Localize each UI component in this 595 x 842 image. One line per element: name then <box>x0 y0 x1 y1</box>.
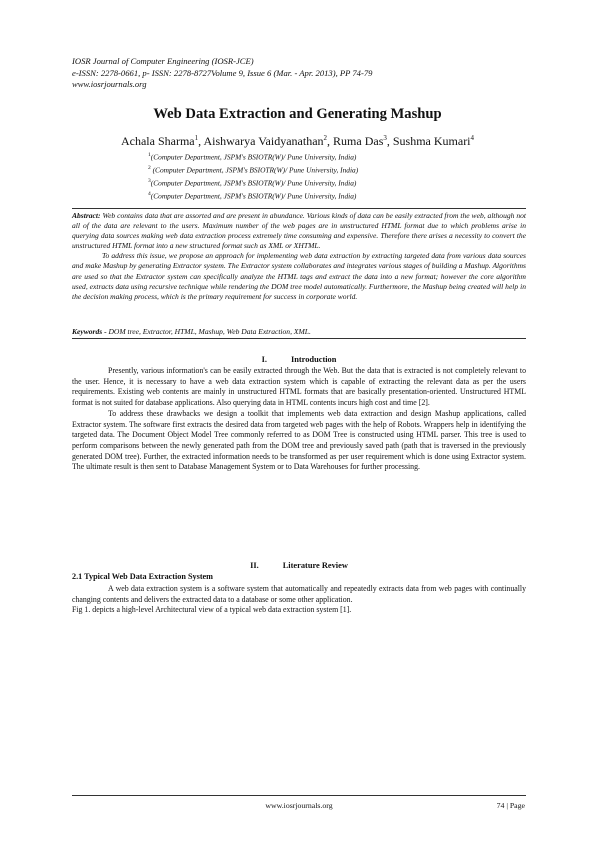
keywords <box>72 327 526 336</box>
body-paragraph: Fig 1. depicts a high-level Architectural view of a typical web data extraction system [1]. <box>72 605 352 615</box>
body-paragraph: A web data extraction system is a software system that automatically and repeatedly extracts data from web pages with continually changing contents and delivers the extracted data to a database or some other application. <box>72 584 526 604</box>
introduction-body <box>72 366 526 473</box>
abstract-bottom-rule <box>72 338 526 339</box>
affiliation: $^3$(Computer Department, JSPM's BSIOTR(W)/ Pune University, India) <box>148 178 357 188</box>
author: Achala Sharma$^1$, <box>120 134 204 148</box>
section-heading-introduction: I. Introduction <box>261 355 337 364</box>
affiliation: $^4$(Computer Department, JSPM's BSIOTR(W)/ Pune University, India) <box>148 191 357 201</box>
journal-name: IOSR Journal of Computer Engineering (IOSR-JCE) <box>72 56 254 66</box>
subsection-heading: 2.1 Typical Web Data Extraction System <box>72 572 214 581</box>
keywords-label: Keywords - <box>72 327 109 336</box>
author-list <box>40 134 555 149</box>
affiliation: $^1$(Computer Department, JSPM's BSIOTR(W)/ Pune University, India) <box>148 152 357 162</box>
paper-title: Web Data Extraction and Generating Mashup <box>153 106 442 122</box>
author: Sushma Kumari$^4$ <box>392 134 475 148</box>
abstract-label: Abstract: <box>72 211 101 220</box>
page-number: 74 | Page <box>496 801 525 810</box>
body-paragraph: Presently, various information's can be easily extracted through the Web. But the data that is extracted is not completely relevant to the user. Hence, it is necessary to have a web data extraction system which is capable of extracting the relevant data as per the users requirements. Existing web contents are mainly in unstructured HTML formats that are basically presentation-oriented. Unstructured HTML format is not suited for database applications. Also querying data in HTML contents incurs high cost and time [2]. <box>72 366 526 408</box>
journal-header <box>72 56 372 91</box>
literature-body <box>72 584 526 616</box>
journal-issn: e-ISSN: 2278-0661, p- ISSN: 2278-8727Volume 9, Issue 6 (Mar. - Apr. 2013), PP 74-79 <box>72 67 373 78</box>
footer-rule <box>72 795 526 796</box>
footer-url[interactable]: www.iosrjournals.org <box>265 801 333 810</box>
abstract-paragraph: To address this issue, we propose an approach for implementing web data extraction by extracting targeted data from various data sources and make Mashup by generating Extractor system. The Extractor system collaborates and integrates various stages of building a Mashup. Algorithms are used so that the Extractor system can specifically analyze the HTML tags and extract the data into a new format; however the core algorithm used, extracts data using recursive technique while rendering the DOM tree model automatically. Furthermore, the Mashup being created will help in the decision making process, which is the primary requirement for success in corporate world. <box>72 251 526 301</box>
section-heading-literature-review: II. Literature Review <box>250 561 348 570</box>
author: Ruma Das$^3$, <box>333 134 393 148</box>
abstract-top-rule <box>72 208 526 209</box>
affiliation: $^2$ (Computer Department, JSPM's BSIOTR(W)/ Pune University, India) <box>148 165 359 175</box>
author: Aishwarya Vaidyanathan$^2$, <box>203 134 334 148</box>
abstract-paragraph: Web contains data that are assorted and are present in abundance. Various kinds of data can be easily extracted from the web, although not all of the data are relevant to the users. Maximum number of the web pages are in unstructured HTML format due to which problems arise in querying data sources making web data extraction process extremely time consuming and expensive. Therefore there arises a necessity to convert the unstructured HTML format into a new structured format such as XML or XHTML. <box>72 211 526 251</box>
body-paragraph: To address these drawbacks we design a toolkit that implements web data extraction and design Mashup applications, called Extractor system. The software first extracts the desired data from targeted web pages with the help of Robots. Wrappers help in identifying the targeted data. The Document Object Model Tree commonly referred to as DOM Tree is constructed using HTML parser. This tree is used to perform comparisons between the newly generated path from the DOM tree and previously saved path (path that is traversed in the previously generated DOM tree). Further, the extracted information needs to be transformed as per user requirement which is done using Extractor system. The ultimate result is then sent to Database Management System or to Data Warehouses for further processing. <box>72 408 526 472</box>
journal-url[interactable]: www.iosrjournals.org <box>72 79 147 90</box>
keywords-text: DOM tree, Extractor, HTML, Mashup, Web Data Extraction, XML. <box>108 327 311 336</box>
abstract <box>72 211 526 302</box>
affiliation-list <box>148 150 478 202</box>
